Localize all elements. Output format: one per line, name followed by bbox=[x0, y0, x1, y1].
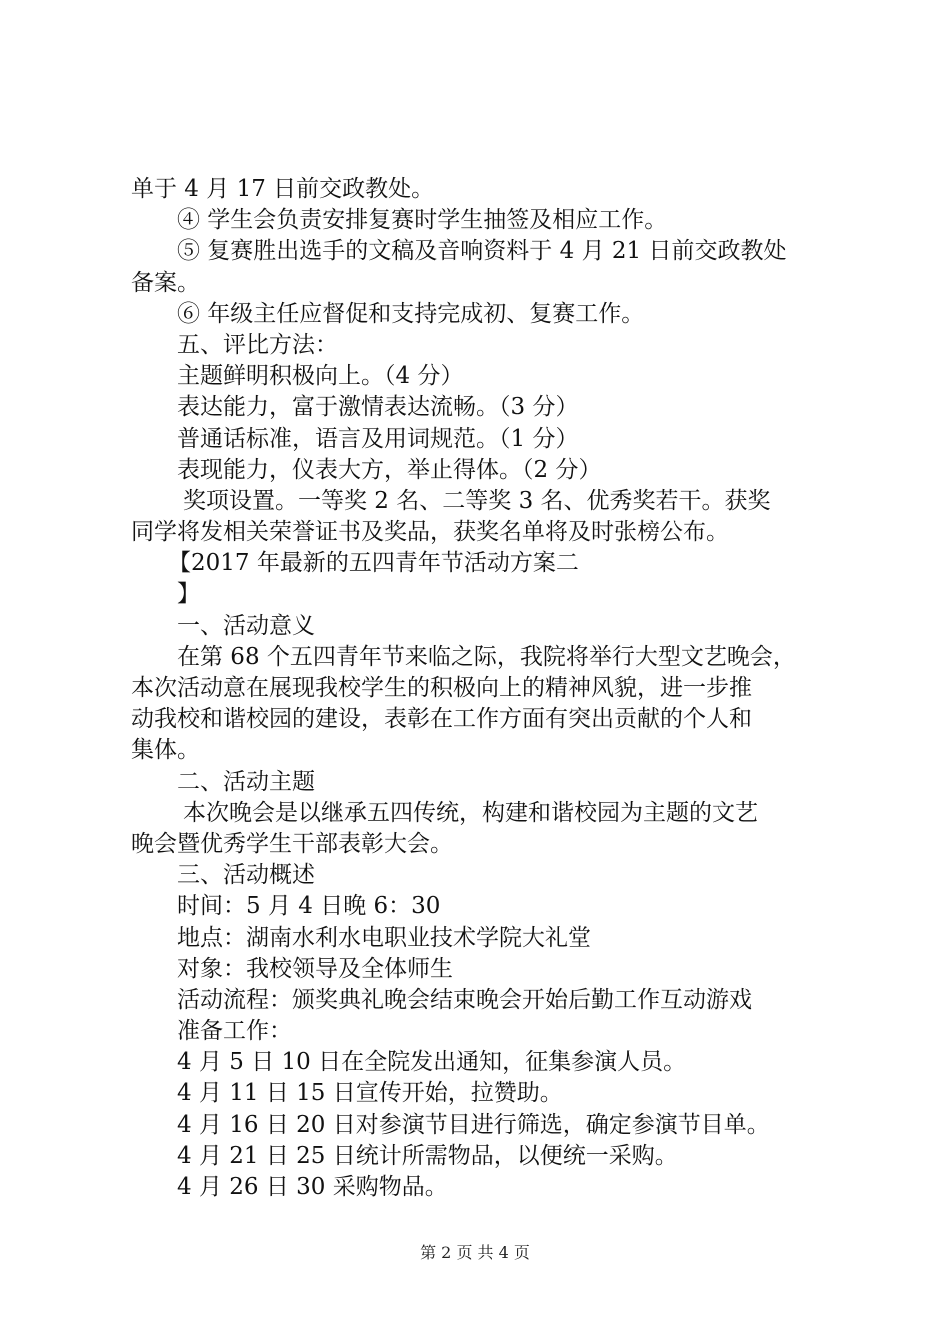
text-line: 在第 68 个五四青年节来临之际，我院将举行大型文艺晚会， bbox=[177, 643, 796, 670]
text-line: 单于 4 月 17 日前交政教处。 bbox=[131, 176, 435, 202]
page-footer bbox=[0, 1243, 950, 1263]
text-line: 五、评比方法： bbox=[177, 331, 338, 358]
text-line: 4 月 11 日 15 日宣传开始，拉赞助。 bbox=[177, 1080, 563, 1107]
text-line: 普通话标准，语言及用词规范。（1 分） bbox=[177, 425, 579, 452]
text-line: 本次活动意在展现我校学生的积极向上的精神风貌，进一步推 bbox=[131, 675, 752, 701]
text-line: ⑤ 复赛胜出选手的文稿及音响资料于 4 月 21 日前交政教处 bbox=[177, 238, 787, 265]
text-line: 本次晚会是以继承五四传统，构建和谐校园为主题的文艺 bbox=[183, 799, 758, 826]
text-line: 同学将发相关荣誉证书及奖品，获奖名单将及时张榜公布。 bbox=[131, 519, 729, 546]
text-line: 奖项设置。一等奖 2 名、二等奖 3 名、优秀奖若干。获奖 bbox=[183, 487, 771, 514]
text-line: ⑥ 年级主任应督促和支持完成初、复赛工作。 bbox=[177, 300, 645, 327]
text-line: 三、活动概述 bbox=[177, 862, 315, 889]
text-line: 准备工作： bbox=[177, 1018, 292, 1045]
text-line: 备案。 bbox=[131, 269, 200, 296]
text-line: 【2017 年最新的五四青年节活动方案二 bbox=[168, 550, 579, 577]
text-line: 活动流程：颁奖典礼晚会结束晚会开始后勤工作互动游戏 bbox=[177, 986, 752, 1013]
text-line: 地点：湖南水利水电职业技术学院大礼堂 bbox=[177, 924, 591, 951]
text-line: 4 月 26 日 30 采购物品。 bbox=[177, 1174, 448, 1200]
text-line: 二、活动主题 bbox=[177, 768, 315, 795]
text-line: 晚会暨优秀学生干部表彰大会。 bbox=[131, 830, 453, 857]
text-line: 4 月 21 日 25 日统计所需物品，以便统一采购。 bbox=[177, 1142, 678, 1169]
text-line: 时间：5 月 4 日晚 6：30 bbox=[177, 893, 441, 920]
text-line: 4 月 5 日 10 日在全院发出通知，征集参演人员。 bbox=[177, 1049, 687, 1076]
text-line: 表现能力，仪表大方，举止得体。（2 分） bbox=[177, 456, 602, 483]
text-line: 主题鲜明积极向上。（4 分） bbox=[177, 363, 464, 390]
page-number-label: 第 2 页 共 4 页 bbox=[420, 1243, 530, 1262]
text-line: 一、活动意义 bbox=[177, 612, 315, 639]
text-line: 】 bbox=[177, 581, 200, 608]
text-line: 集体。 bbox=[131, 737, 200, 764]
text-line: 4 月 16 日 20 日对参演节目进行筛选，确定参演节目单。 bbox=[177, 1111, 770, 1138]
text-line: 动我校和谐校园的建设，表彰在工作方面有突出贡献的个人和 bbox=[131, 706, 752, 733]
text-line: 对象：我校领导及全体师生 bbox=[177, 955, 453, 982]
document-body bbox=[131, 174, 831, 1203]
text-line: ④ 学生会负责安排复赛时学生抽签及相应工作。 bbox=[177, 207, 668, 234]
text-line: 表达能力，富于激情表达流畅。（3 分） bbox=[177, 394, 579, 421]
